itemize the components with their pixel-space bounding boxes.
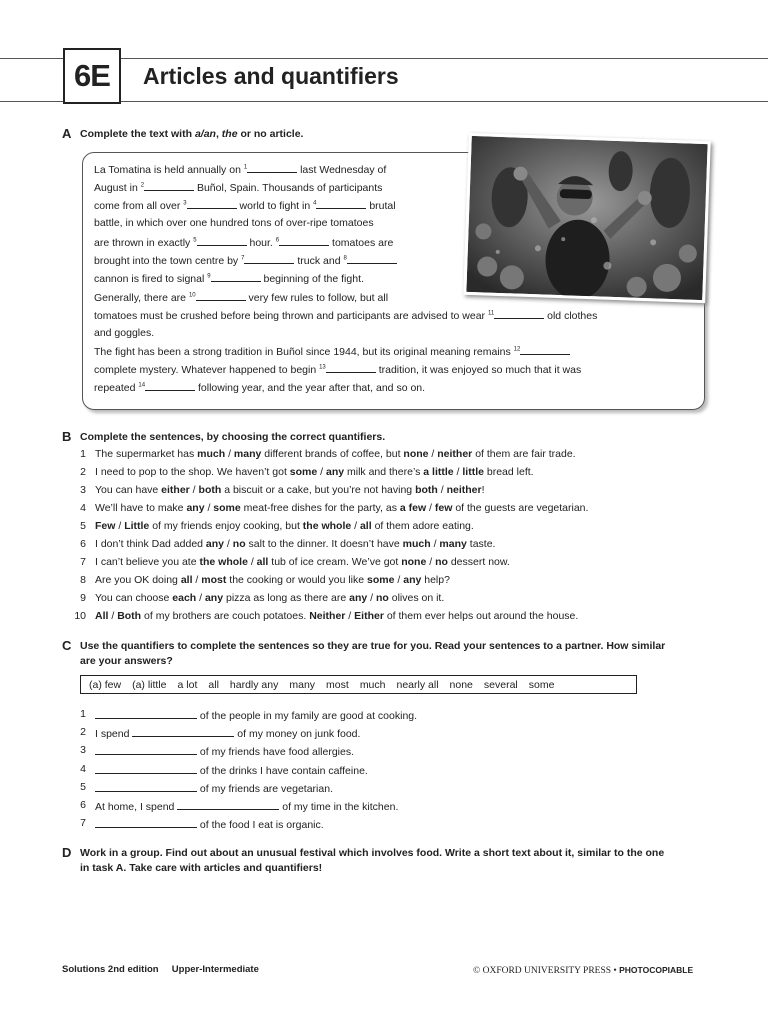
unit-number: 6E <box>74 58 110 93</box>
quantifier-option[interactable]: neither <box>446 484 482 496</box>
quantifier-option[interactable]: no <box>376 592 389 604</box>
quantifier-option[interactable]: any <box>403 574 422 586</box>
answer-blank[interactable] <box>326 362 376 373</box>
quantifier-option[interactable]: none <box>401 556 427 568</box>
item-number: 1 <box>80 708 86 720</box>
text-line: August in $^2$ Buñol, Spain. Thousands of participants <box>94 182 383 194</box>
quantifier-option[interactable]: neither <box>437 448 473 460</box>
text-line: brought into the town centre by $^7$ truck and $^8$ <box>94 253 397 268</box>
answer-blank[interactable] <box>494 308 544 319</box>
quantifier-word: several <box>483 678 518 691</box>
section-d-letter: D <box>62 845 72 860</box>
section-a-letter: A <box>62 126 72 141</box>
item-number: 8 <box>80 574 86 586</box>
quantifier-option[interactable]: any <box>349 592 368 604</box>
gap-number: 8 <box>343 255 347 262</box>
text-line: come from all over $^3$ world to fight in $^4$ brutal <box>94 200 396 212</box>
section-c-letter: C <box>62 638 72 653</box>
section-b-instruction: Complete the sentences, by choosing the correct quantifiers. <box>80 431 386 443</box>
sentence: I don’t think Dad added any / no salt to the dinner. It doesn’t have much / many taste. <box>95 538 496 550</box>
footer-book-title: Solutions 2nd edition Upper-Intermediate <box>62 964 259 975</box>
quantifier-option[interactable]: a little <box>423 466 454 478</box>
answer-blank[interactable] <box>279 235 329 246</box>
text-line: La Tomatina is held annually on $^1$ last Wednesday of <box>94 164 387 176</box>
gap-number: 7 <box>241 255 245 262</box>
item-number: 7 <box>80 817 86 830</box>
quantifier-option[interactable]: much <box>402 538 431 550</box>
quantifier-option[interactable]: any <box>204 592 224 604</box>
text-line: Generally, there are $^{10}$ very few rules to follow, but all <box>94 292 389 304</box>
quantifier-option[interactable]: Neither <box>309 610 346 622</box>
item-number: 6 <box>80 799 86 811</box>
quantifier-option[interactable]: both <box>198 484 222 496</box>
sentence: All / Both of my brothers are couch potatoes. Neither / Either of them ever helps out around the house. <box>95 610 579 622</box>
gap-number: 9 <box>207 273 211 280</box>
text-line: are thrown in exactly $^5$ hour. $^6$ tomatoes are <box>94 237 394 249</box>
sentence: I need to pop to the shop. We haven’t got some / any milk and there’s a little / little bread left. <box>95 466 534 478</box>
footer-publisher: © OXFORD UNIVERSITY PRESS • PHOTOCOPIABLE <box>473 965 694 976</box>
gap-number: 12 <box>513 346 521 353</box>
festival-photo <box>463 133 711 303</box>
text-line: complete mystery. Whatever happened to begin $^{13}$ tradition, it was enjoyed so much that it was <box>94 364 582 376</box>
answer-blank[interactable] <box>196 290 246 301</box>
quantifier-option[interactable]: no <box>435 556 448 568</box>
answer-blank[interactable] <box>247 162 297 173</box>
quantifier-word: much <box>359 678 386 691</box>
section-a-instruction: Complete the text with a/an, the or no article. <box>80 128 304 140</box>
answer-blank[interactable] <box>187 198 237 209</box>
answer-blank[interactable] <box>95 817 197 828</box>
quantifier-option[interactable]: either <box>161 484 190 496</box>
quantifier-word-box <box>80 675 637 694</box>
sentence: of my friends have food allergies. <box>95 744 354 758</box>
quantifier-option[interactable]: the whole <box>302 520 352 532</box>
answer-blank[interactable] <box>211 271 261 282</box>
sentence: Are you OK doing all / most the cooking or would you like some / any help? <box>95 574 450 586</box>
answer-blank[interactable] <box>316 198 366 209</box>
quantifier-option[interactable]: the whole <box>199 556 248 568</box>
item-number: 1 <box>80 448 86 460</box>
item-number: 3 <box>80 744 86 757</box>
quantifier-word: many <box>289 678 316 691</box>
gap-number: 6 <box>275 237 280 244</box>
item-number: 4 <box>80 762 86 775</box>
quantifier-word: most <box>326 678 349 691</box>
item-number: 4 <box>80 502 86 514</box>
sentence: Few / Little of my friends enjoy cooking, but the whole / all of them adore eating. <box>95 520 474 532</box>
quantifier-word: a lot <box>177 678 198 691</box>
quantifier-option[interactable]: some <box>367 574 395 586</box>
quantifier-option[interactable]: both <box>415 484 438 496</box>
page-title: Articles and quantifiers <box>143 63 399 89</box>
quantifier-option[interactable]: each <box>172 592 197 604</box>
sentence: At home, I spend of my time in the kitchen. <box>95 801 399 813</box>
quantifier-option[interactable]: many <box>439 538 467 550</box>
quantifier-option[interactable]: most <box>201 574 227 586</box>
sentence: of my friends are vegetarian. <box>95 781 333 795</box>
text-line: The fight has been a strong tradition in Buñol since 1944, but its original meaning remains $^{12}$ <box>94 344 570 359</box>
answer-blank[interactable] <box>95 708 197 719</box>
quantifier-option[interactable]: little <box>462 466 484 478</box>
text-line: cannon is fired to signal $^9$ beginning of the fight. <box>94 273 364 285</box>
item-number: 7 <box>80 556 86 568</box>
text-line: battle, in which over one hundred tons of over-ripe tomatoes <box>94 217 374 229</box>
answer-blank[interactable] <box>95 744 197 755</box>
quantifier-option[interactable]: many <box>233 448 262 460</box>
item-number: 2 <box>80 726 86 739</box>
sentence: I can’t believe you ate the whole / all tub of ice cream. We’ve got none / no dessert now. <box>95 556 510 568</box>
sentence: We’ll have to make any / some meat-free dishes for the party, as a few / few of the guests are vegetarian. <box>95 502 589 514</box>
answer-blank[interactable] <box>244 253 294 264</box>
item-number: 2 <box>80 466 86 478</box>
answer-blank[interactable] <box>95 763 197 774</box>
answer-blank[interactable] <box>145 380 195 391</box>
quantifier-word: (a) little <box>132 678 167 691</box>
answer-blank[interactable] <box>132 726 234 737</box>
tomato-fight-image <box>466 136 707 300</box>
quantifier-option[interactable]: much <box>197 448 226 460</box>
quantifier-word: none <box>449 678 473 691</box>
sentence: of the food I eat is organic. <box>95 817 324 831</box>
quantifier-option[interactable]: any <box>186 502 205 514</box>
sentence: of the drinks I have contain caffeine. <box>95 763 368 777</box>
answer-blank[interactable] <box>197 235 247 246</box>
quantifier-option[interactable]: all <box>256 556 269 568</box>
gap-number: 10 <box>188 292 196 299</box>
quantifier-option[interactable]: Little <box>124 520 150 532</box>
text-line: repeated $^{14}$ following year, and the year after that, and so on. <box>94 382 426 394</box>
quantifier-option[interactable]: some <box>289 466 318 478</box>
gap-number: 13 <box>319 364 326 371</box>
text-line: and goggles. <box>94 327 155 339</box>
sentence: The supermarket has much / many different brands of coffee, but none / neither of them are fair trade. <box>95 448 576 460</box>
quantifier-option[interactable]: no <box>232 538 246 550</box>
sentence: of the people in my family are good at cooking. <box>95 708 417 722</box>
quantifier-option[interactable]: any <box>205 538 225 550</box>
quantifier-word: nearly all <box>396 678 439 691</box>
section-c-instruction: Use the quantifiers to complete the sentences so they are true for you. Read your sentences to a partner. How similar are your answers? <box>80 640 666 667</box>
sentence: You can have either / both a biscuit or a cake, but you’re not having both / neither! <box>95 484 485 496</box>
gap-number: 5 <box>193 237 197 244</box>
gap-number: 11 <box>487 310 495 317</box>
quantifier-word: (a) few <box>89 678 122 691</box>
text-line: tomatoes must be crushed before being thrown and participants are advised to wear $^{11}$ old clothes <box>94 310 598 322</box>
answer-blank[interactable] <box>347 253 397 264</box>
quantifier-option[interactable]: any <box>325 466 345 478</box>
gap-number: 14 <box>138 382 146 389</box>
gap-number: 4 <box>313 200 317 207</box>
gap-number: 2 <box>140 182 145 189</box>
item-number: 5 <box>80 520 86 532</box>
quantifier-option[interactable]: all <box>180 574 193 586</box>
quantifier-option[interactable]: a few <box>399 502 427 514</box>
quantifier-option[interactable]: Either <box>354 610 384 622</box>
sentence: You can choose each / any pizza as long as there are any / no olives on it. <box>95 592 445 604</box>
answer-blank[interactable] <box>520 344 570 355</box>
item-number: 3 <box>80 484 86 496</box>
sentence: I spend of my money on junk food. <box>95 728 361 741</box>
answer-blank[interactable] <box>177 799 279 810</box>
quantifier-option[interactable]: few <box>434 502 453 514</box>
quantifier-word: some <box>528 678 555 691</box>
quantifier-option[interactable]: Few <box>95 520 116 532</box>
answer-blank[interactable] <box>144 180 194 191</box>
item-number: 6 <box>80 538 86 550</box>
quantifier-option[interactable]: all <box>359 520 372 532</box>
gap-number: 3 <box>183 200 187 207</box>
quantifier-option[interactable]: some <box>213 502 241 514</box>
quantifier-option[interactable]: none <box>403 448 429 460</box>
section-b-letter: B <box>62 429 72 444</box>
item-number: 10 <box>74 610 86 622</box>
quantifier-word: hardly any <box>229 678 279 691</box>
quantifier-option[interactable]: All <box>95 610 109 622</box>
unit-badge <box>63 48 121 104</box>
gap-number: 1 <box>243 164 248 171</box>
item-number: 5 <box>80 780 86 793</box>
section-d-instruction: Work in a group. Find out about an unusual festival which involves food. Write a short text about it, similar to the one in task A. Take care with articles and quantifiers! <box>80 847 665 874</box>
quantifier-word: all <box>208 678 219 691</box>
item-number: 9 <box>80 592 86 604</box>
quantifier-option[interactable]: Both <box>117 610 142 622</box>
answer-blank[interactable] <box>95 781 197 792</box>
